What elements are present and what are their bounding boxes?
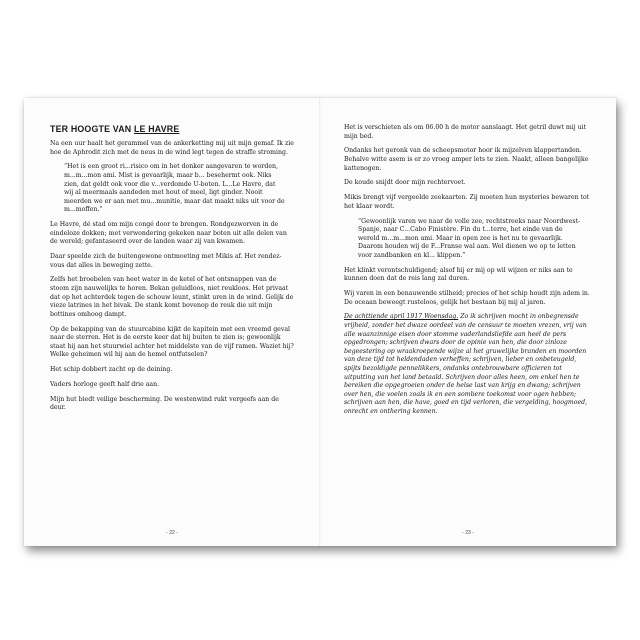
left-page-content	[50, 124, 294, 419]
diary-date: De achttiende april 1917 Woensdag.	[344, 313, 459, 321]
paragraph: Het klinkt verontschuldigend; alsof hij er mij op wil wijzen er niks aan te kunnen doen dat de reis lang zal duren.	[344, 266, 573, 283]
right-page-content	[344, 124, 592, 423]
paragraph: Le Havre, dé stad om mijn congé door te brengen. Rondgezworven in de eindeloze dokken; met verwondering gekeken naar boten uit alle delen van de wereld; gefantaseerd over de landen waar zij van kwamen.	[50, 221, 287, 246]
chapter-title	[50, 124, 294, 134]
paragraph: Mijn hut biedt veilige bescherming. De westenwind rukt vergeefs aan de deur.	[50, 395, 279, 412]
paragraph: Ondanks het geronk van de scheepsmotor hoor ik mijzelven klappertanden. Behalve witte asem is er zo vroeg amper iets te zien. Naakt, alleen bangelijke kattenogen.	[344, 147, 589, 172]
paragraph: Zelfs het broebelen van heet water in de ketel of het ontsnappen van de stoom zijn nauwelijks te horen. Bekan geluidloos, niet reukloos. Het privaat dat op het achterdek tegen de schouw leunt, stinkt uren in de wind. Gelijk de vieze latrines in het bivak. De stank komt bovenop de reuk die uit mijn bottines omhoog dampt.	[50, 276, 294, 318]
right-page	[320, 98, 616, 546]
paragraph: Wij varen in een benauwende stilheid; precies of het schip houdt zijn adem in. De oceaan beweegt rusteloos, gelijk het bestaan bij mij al jaren.	[344, 290, 590, 306]
paragraph: Op de bekapping van de stuurcabine kijkt de kapitein met een vreemd geval naar de sterren. Het is de eerste keer dat hij buiten te zien is; gewoonlijk staat hij aan het stuurwiel achter het middelste van de vijf ramen. Waziet hij? Welke geheimen wil hij aan de hemel ontfutselen?	[50, 325, 294, 359]
page-number-right: - 23 -	[462, 530, 474, 536]
quote-paragraph: “Gewoonlijk varen we naar de volle zee, rechtstreeks naar Noordwest-Spanje, naar C...Cabo Finistère. Fin du t...terre, het einde van de wereld m...m...mon ami. Maar in open zee is het nu te gevaarlijk. Daarom houden wij de F...Franse wal aan. Wel dienen we op te letten voor zandbanken en kl... klippen.”	[358, 217, 581, 259]
paragraph: Het is verschieten als om 06.00 h de motor aanslaagt. Het getril duwt mij uit mijn bed.	[344, 124, 587, 140]
paragraph: Het schip dobbert zacht op de deining.	[50, 366, 173, 374]
left-page	[24, 98, 320, 546]
paragraph: Vaders horloge geeft half drie aan.	[50, 380, 160, 388]
paragraph: Daar speelde zich de buitengewone ontmoeting met Mikis af. Het rendez-vous dat alles in beweging zette.	[50, 253, 282, 269]
open-book	[24, 98, 616, 546]
page-number-left: - 22 -	[166, 530, 178, 536]
chapter-title-prefix: TER HOOGTE VAN	[50, 124, 134, 134]
paragraph: De koude snijdt door mijn rechtervoet.	[344, 179, 466, 187]
paragraph: Na een uur haalt het gerammel van de ankerketting mij uit mijn gemaf. Ik zie hoe de Aphrodit zich met de neus in de wind legt tegen de straffe stroming.	[50, 140, 294, 156]
quote-paragraph: “Het is een groot ri...risico om in het donker aangevaren te worden, m...m...mon ami. Mist is gevaarlijk, maar b... besehermt ook. Niks zien, dat geldt ook voor die v...verdomde U-boten. L...Le Havre, dat wij al meermaals aandeden met hout of meel, ligt ginder. Nooit meerden we er aan met mu...munitie, maar dat maakt niks uit voor de m...moffen.”	[64, 163, 285, 214]
diary-entry	[344, 313, 592, 416]
diary-text: Zo ik schrijven mocht in onbegrensde vrijheid, zonder het dwaze oordeel van de censuur te moeten vrezen, vrij van alle waanzinnige eisen door stomme vaderlandsliefde aan heel de pers opgedrongen; schrijven dwars door de opinie van hen, die door zinloze begeestering op wraakroepende wijze al het gruwelijke branden en moorden van deze tijd tot heldendaden verheffen; schrijven, lieber en onbeteugeld, spijts bezoldigde pennelikkers, ondanks ontebrouwbare officieren tot uitputting van het land betaald. Schrijven door alles heen, om enkel hen te bereiken die opgegroeien onder de helse last van krijg en dwang; schrijven over hen, die voelen zoals ik en een sombere toekomst voor ogen hebben; schrijven aan hen, die have, goed en tijd verloren, die vergelding, hoogmoed, onrecht en onthering kennen.	[344, 313, 588, 415]
paragraph: Mikis brengt vijf vergeelde zeekaarten. Zij moeten hun mysteries bewaren tot het klaar wordt.	[344, 194, 590, 210]
chapter-title-underlined: LE HAVRE	[133, 124, 180, 134]
